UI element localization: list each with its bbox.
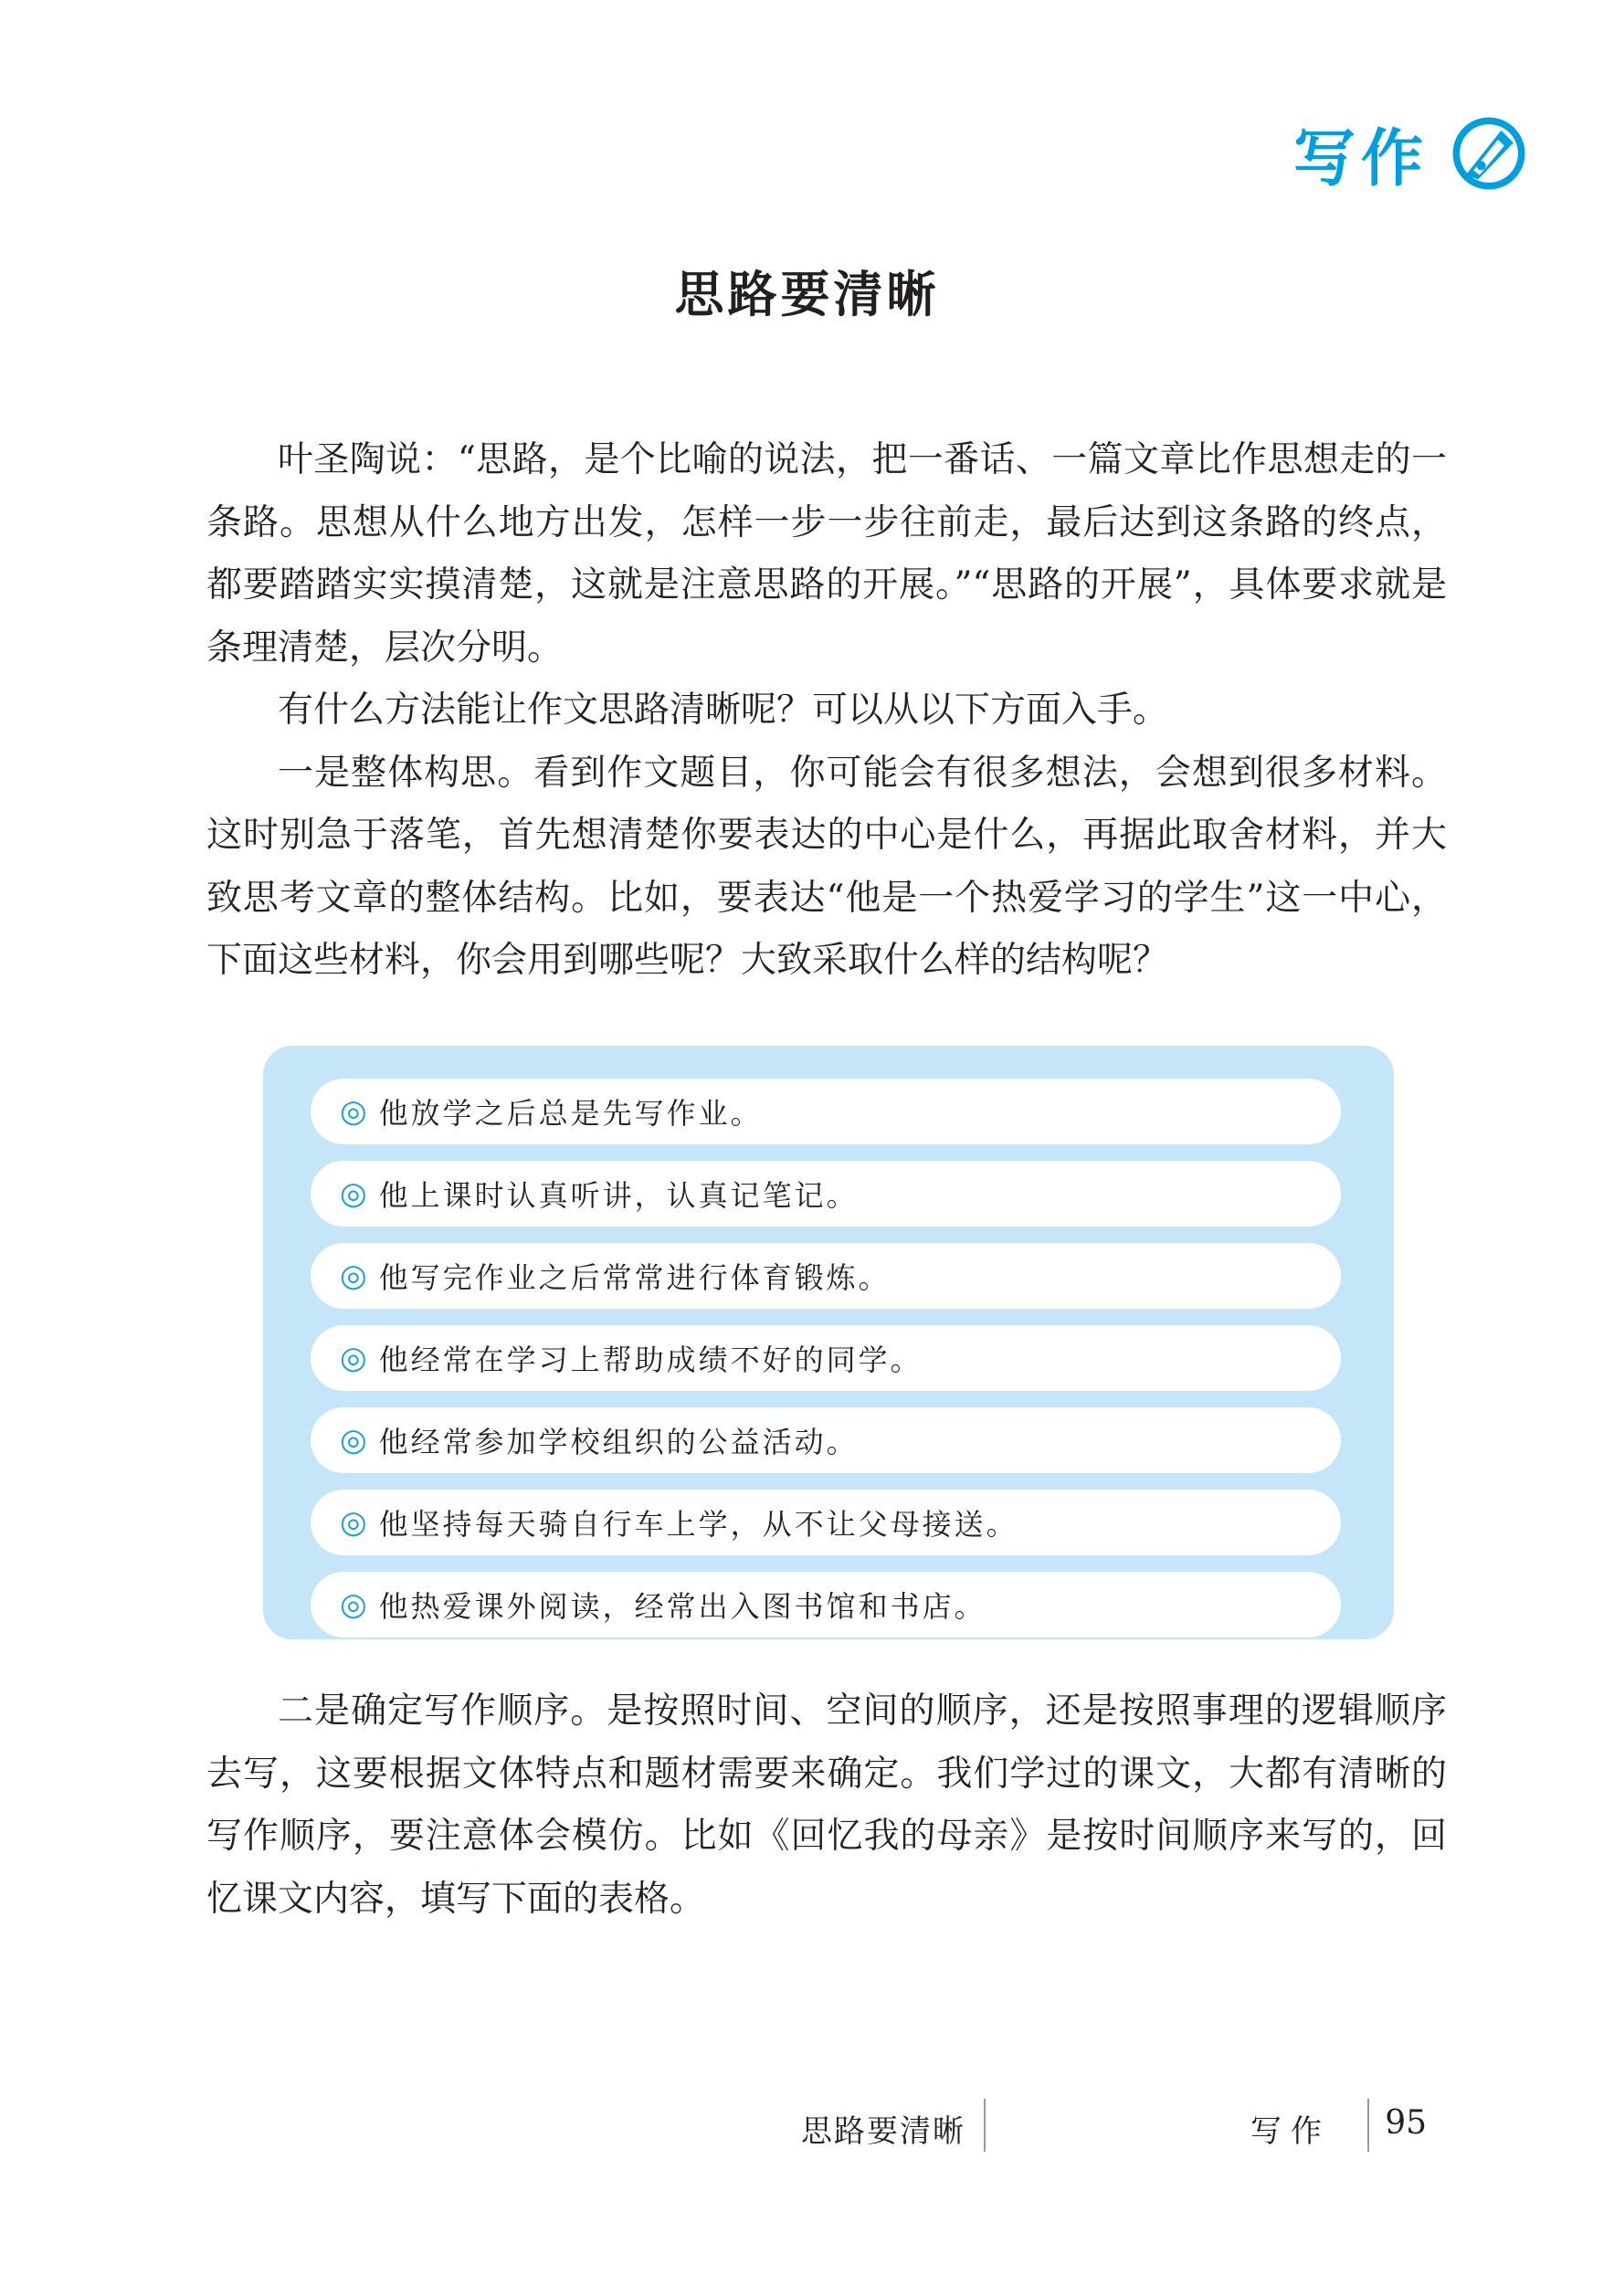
paragraph: 叶圣陶说：“思路，是个比喻的说法，把一番话、一篇文章比作思想走的一条路。思想从什么地方出发，怎样一步一步往前走，最后达到这条路的终点，都要踏踏实实摸清楚，这就是注意思路的开展。”“思路的开展”，具体要求就是条理清楚，层次分明。 xyxy=(206,439,1447,669)
intro-text xyxy=(206,429,1447,993)
material-item xyxy=(311,1161,1341,1227)
material-text: 他放学之后总是先写作业。 xyxy=(378,1096,763,1131)
page-number: 95 xyxy=(1385,2104,1427,2142)
section-tag xyxy=(1293,108,1527,199)
paragraph: 二是确定写作顺序。是按照时间、空间的顺序，还是按照事理的逻辑顺序去写，这要根据文体特点和题材需要来确定。我们学过的课文，大都有清晰的写作顺序，要注意体会模仿。比如《回忆我的母亲》是按时间顺序来写的，回忆课文内容，填写下面的表格。 xyxy=(206,1690,1447,1920)
paragraph: 有什么方法能让作文思路清晰呢？可以从以下方面入手。 xyxy=(278,690,1169,731)
footer-divider xyxy=(984,2099,986,2152)
material-text: 他经常在学习上帮助成绩不好的同学。 xyxy=(378,1343,923,1377)
material-item xyxy=(311,1490,1341,1555)
material-item xyxy=(311,1407,1341,1473)
section-label: 写作 xyxy=(1292,122,1429,195)
material-item xyxy=(311,1243,1341,1309)
footer-divider xyxy=(1367,2099,1369,2152)
footer-chapter-title: 思路要清晰 xyxy=(801,2113,965,2150)
material-item xyxy=(311,1572,1341,1638)
material-text: 他热爱课外阅读，经常出入图书馆和书店。 xyxy=(378,1589,986,1624)
order-text xyxy=(206,1680,1447,1931)
double-circle-bullet-icon: ◎ xyxy=(340,1340,370,1376)
material-text: 他经常参加学校组织的公益活动。 xyxy=(378,1425,859,1459)
material-text: 他上课时认真听讲，认真记笔记。 xyxy=(378,1178,859,1213)
double-circle-bullet-icon: ◎ xyxy=(340,1586,370,1623)
paragraph: 一是整体构思。看到作文题目，你可能会有很多想法，会想到很多材料。这时别急于落笔，首先想清楚你要表达的中心是什么，再据此取舍材料，并大致思考文章的整体结构。比如，要表达“他是一个热爱学习的学生”这一中心，下面这些材料，你会用到哪些呢？大致采取什么样的结构呢？ xyxy=(206,752,1447,981)
double-circle-bullet-icon: ◎ xyxy=(340,1093,370,1130)
material-list xyxy=(263,1046,1394,1639)
material-item xyxy=(311,1079,1341,1144)
pen-nib-circle-icon xyxy=(1450,115,1527,192)
material-text: 他坚持每天骑自行车上学，从不让父母接送。 xyxy=(378,1507,1018,1542)
double-circle-bullet-icon: ◎ xyxy=(340,1175,370,1212)
page-footer xyxy=(0,2099,1614,2154)
double-circle-bullet-icon: ◎ xyxy=(340,1422,370,1459)
page-title: 思路要清晰 xyxy=(674,266,940,323)
material-item xyxy=(311,1325,1341,1391)
footer-section-label: 写作 xyxy=(1250,2113,1331,2150)
material-text: 他写完作业之后常常进行体育锻炼。 xyxy=(378,1260,891,1295)
double-circle-bullet-icon: ◎ xyxy=(340,1504,370,1541)
double-circle-bullet-icon: ◎ xyxy=(340,1258,370,1294)
